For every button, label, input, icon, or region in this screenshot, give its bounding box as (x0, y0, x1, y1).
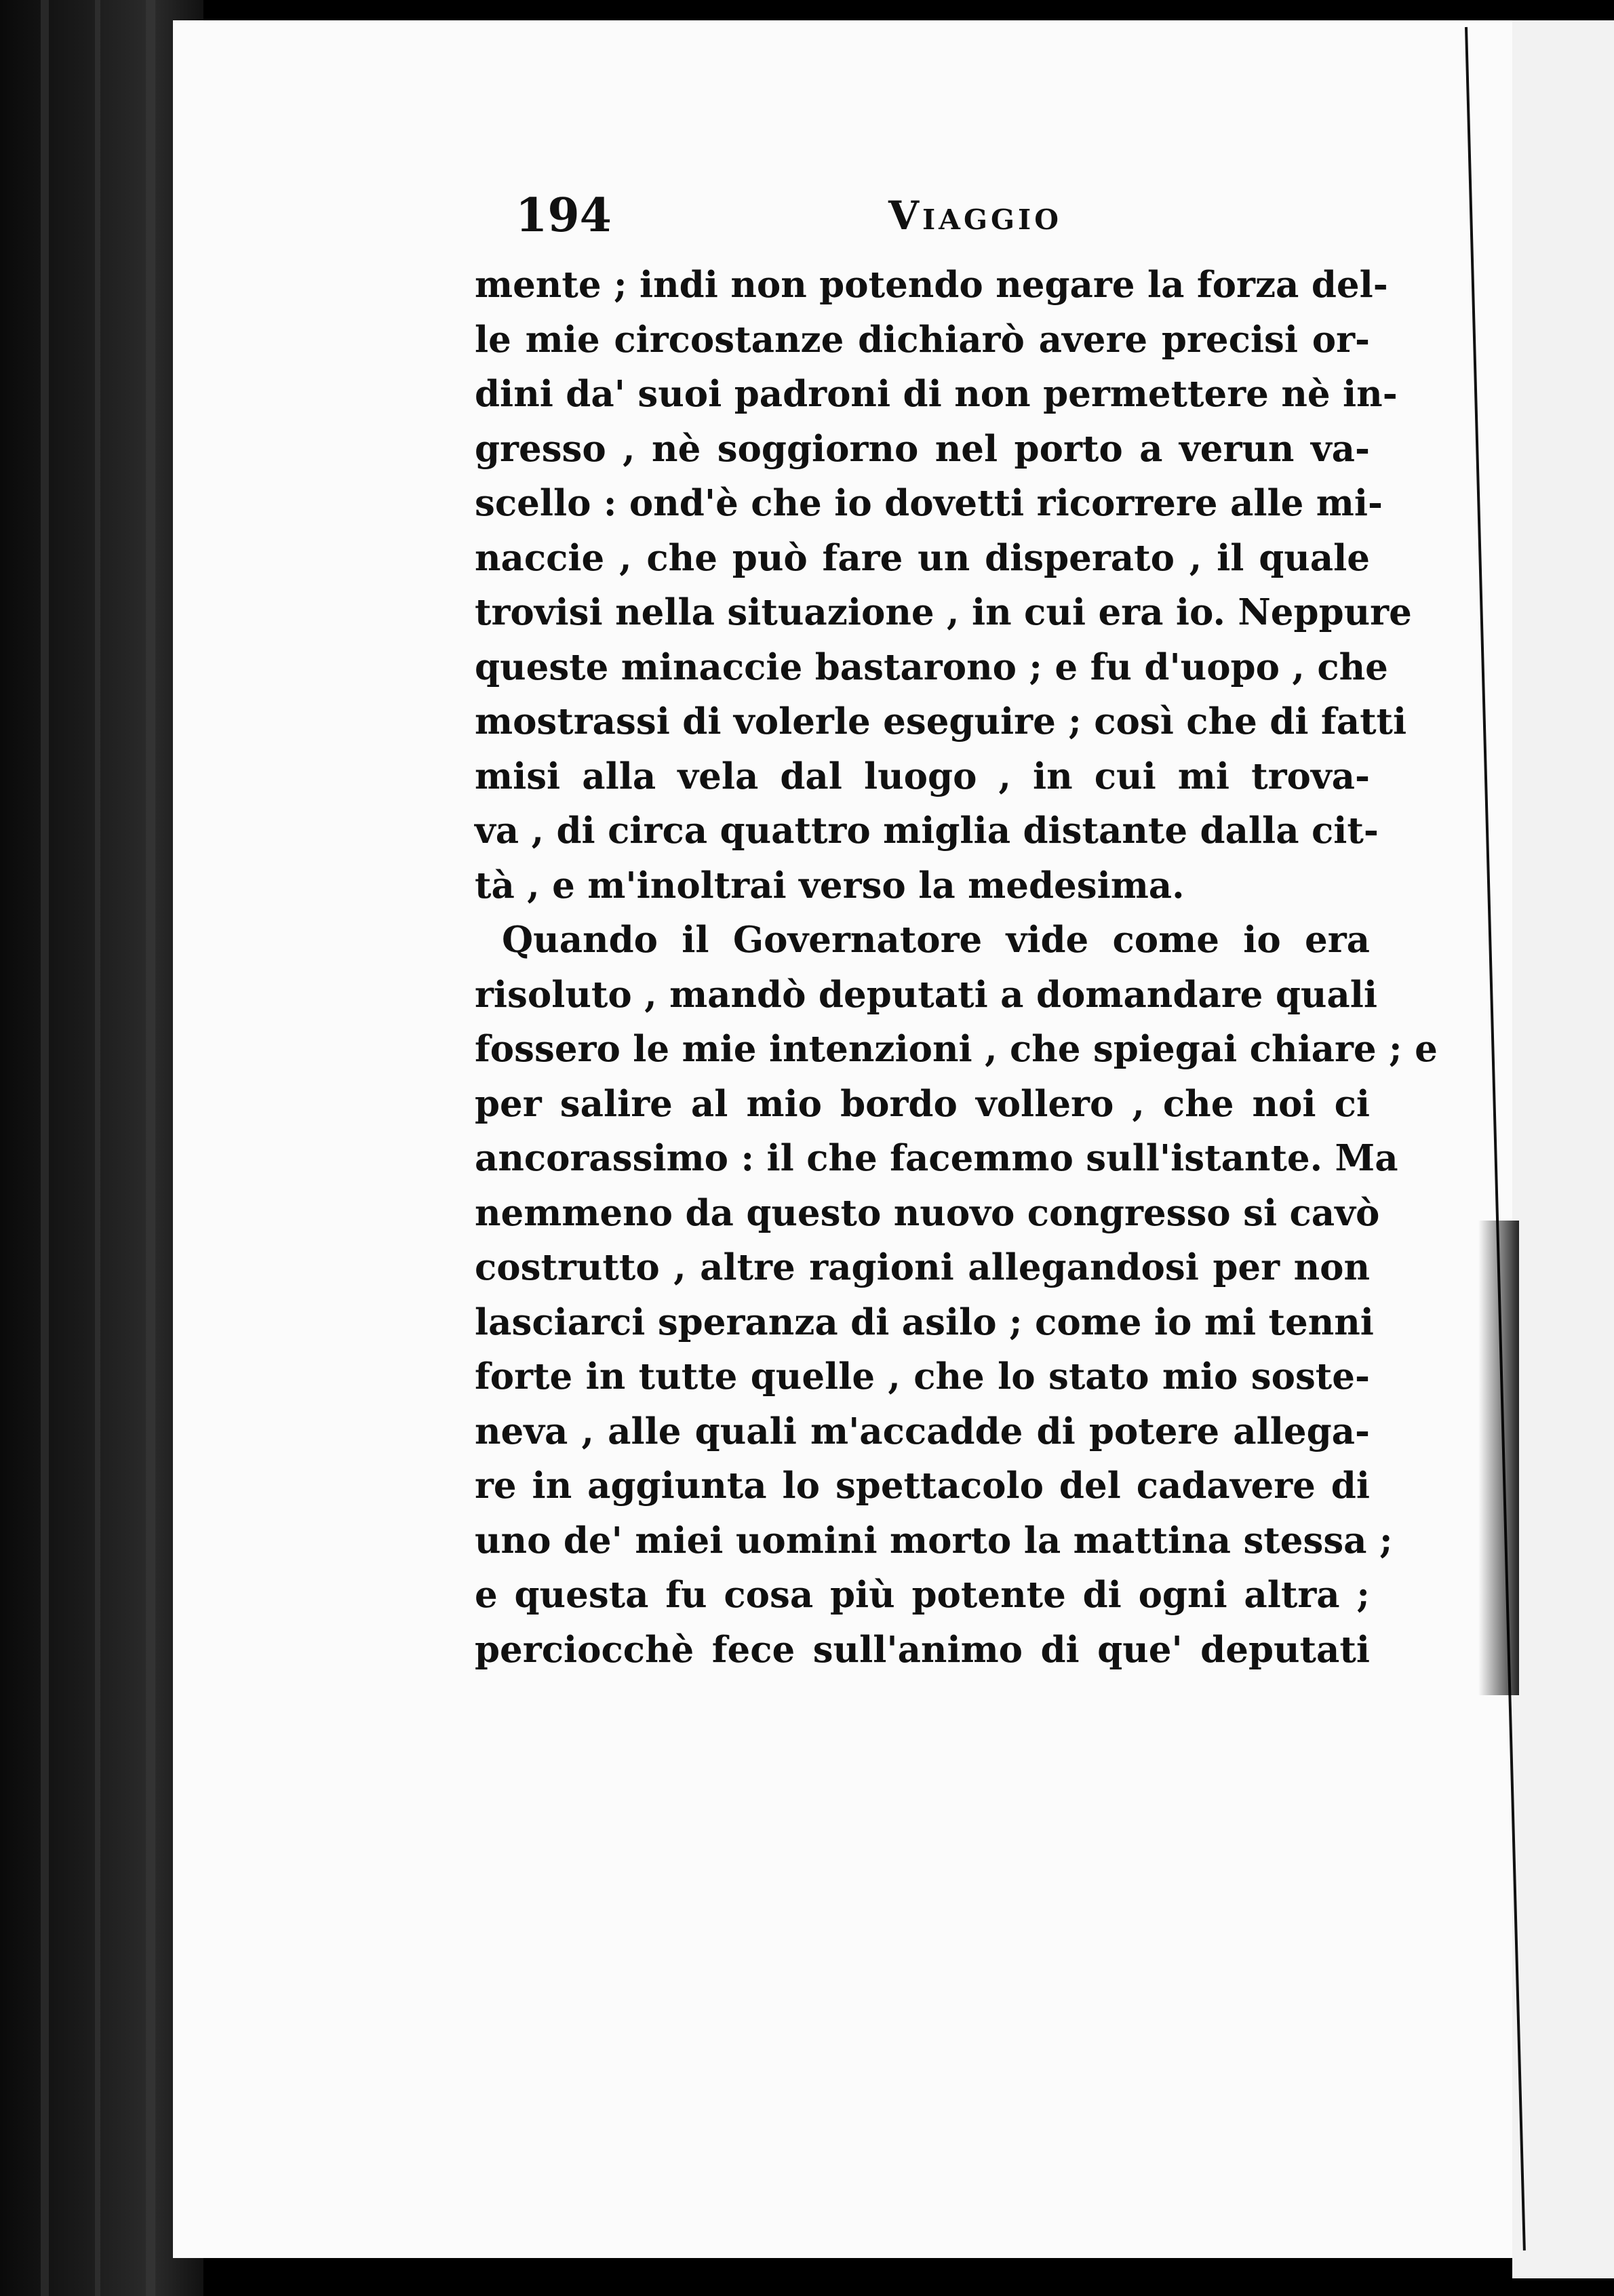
text-line: per salire al mio bordo vollero , che noi ci (475, 1082, 1370, 1125)
page-number: 194 (515, 189, 612, 243)
text-line: queste minaccie bastarono ; e fu d'uopo , che (475, 646, 1388, 688)
text-line: ancorassimo : il che facemmo sull'istante. Ma (475, 1137, 1398, 1179)
text-line: risoluto , mandò deputati a domandare quali (475, 973, 1378, 1016)
text-line: va , di circa quattro miglia distante dalla cit- (475, 810, 1379, 852)
text-line: dini da' suoi padroni di non permettere nè in- (475, 373, 1398, 415)
facing-page-edge (1512, 20, 1614, 2278)
running-head (515, 189, 1329, 250)
text-line: misi alla vela dal luogo , in cui mi trova- (475, 755, 1370, 797)
text-line: trovisi nella situazione , in cui era io. Neppure (475, 591, 1412, 633)
text-line: costrutto , altre ragioni allegandosi per non (475, 1246, 1370, 1288)
text-line: neva , alle quali m'accadde di potere allega- (475, 1410, 1370, 1452)
text-line: perciocchè fece sull'animo di que' deputati (475, 1628, 1370, 1671)
text-line: forte in tutte quelle , che lo stato mio soste- (475, 1355, 1370, 1398)
page-fold-shadow (1478, 1221, 1519, 1695)
spine-stripe (95, 0, 100, 2296)
text-line: uno de' miei uomini morto la mattina stessa ; (475, 1519, 1393, 1562)
spine-stripe (41, 0, 49, 2296)
running-title: Viaggio (888, 193, 1062, 239)
spine-stripe (146, 0, 155, 2296)
text-line: tà , e m'inoltrai verso la medesima. (475, 864, 1185, 907)
text-line: lasciarci speranza di asilo ; come io mi tenni (475, 1301, 1374, 1343)
text-line: naccie , che può fare un disperato , il quale (475, 536, 1370, 579)
text-line: le mie circostanze dichiarò avere precisi or- (475, 318, 1370, 361)
text-line: mostrassi di volerle eseguire ; così che di fatti (475, 700, 1407, 743)
text-line: re in aggiunta lo spettacolo del cadavere di (475, 1465, 1370, 1507)
text-line: fossero le mie intenzioni , che spiegai chiare ; e (475, 1028, 1438, 1070)
text-line: gresso , nè soggiorno nel porto a verun va- (475, 427, 1370, 470)
text-line: mente ; indi non potendo negare la forza del- (475, 264, 1388, 306)
text-line: Quando il Governatore vide come io era (502, 919, 1370, 961)
text-line: e questa fu cosa più potente di ogni altra ; (475, 1574, 1370, 1616)
text-line: nemmeno da questo nuovo congresso si cavò (475, 1191, 1380, 1234)
text-line: scello : ond'è che io dovetti ricorrere alle mi- (475, 482, 1383, 524)
body-text (475, 258, 1438, 1677)
